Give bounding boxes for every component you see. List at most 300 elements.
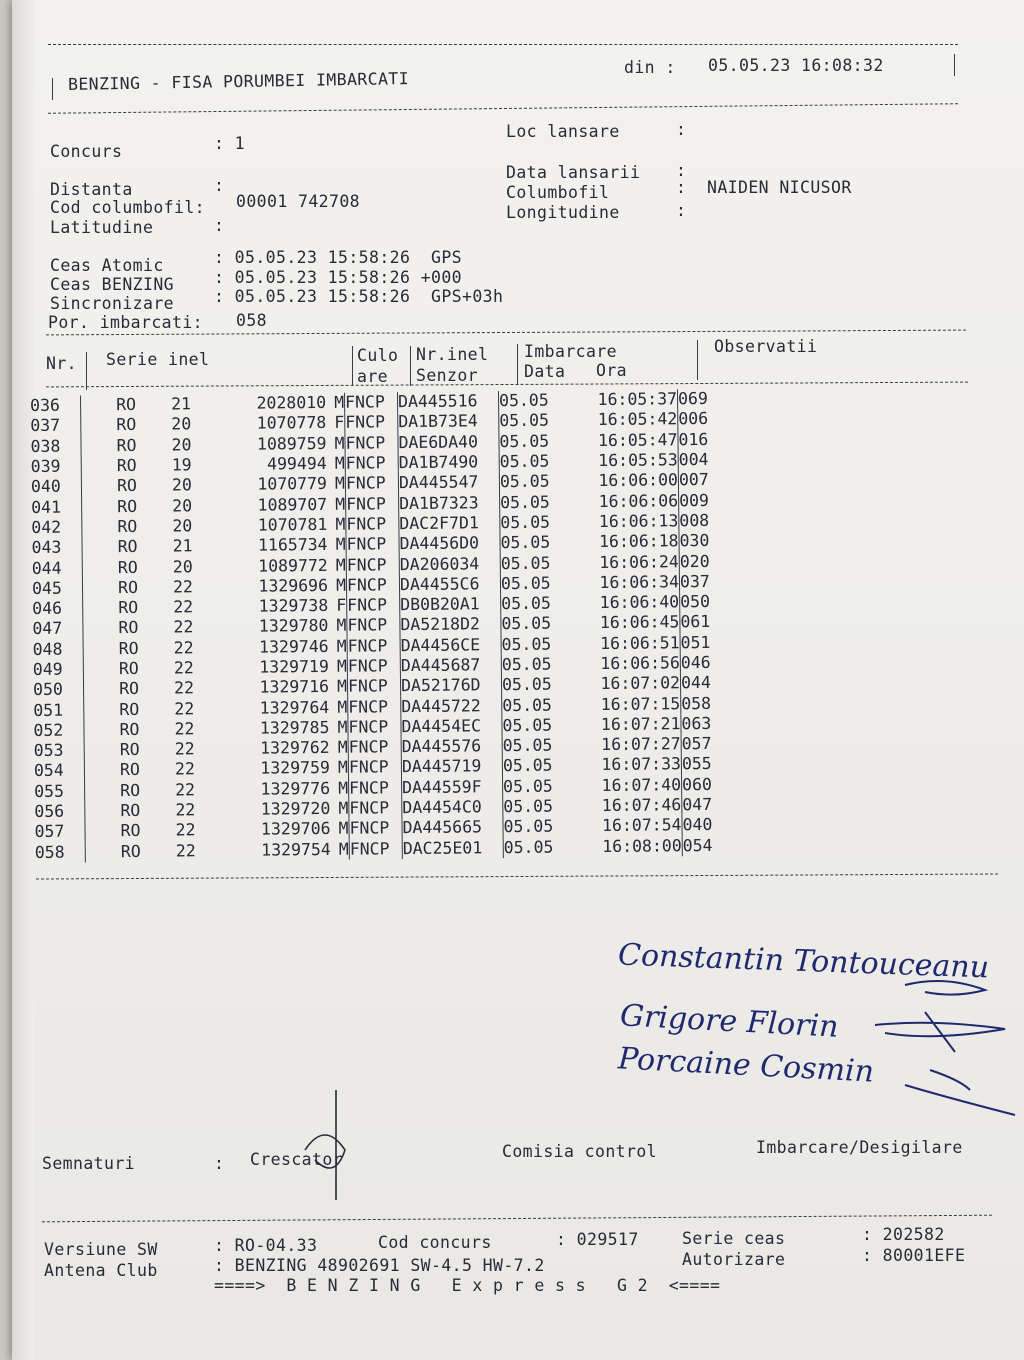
embark-date: 05.05: [501, 675, 570, 696]
header-divider: [352, 346, 353, 386]
sex: M: [336, 656, 347, 676]
cod-concurs-label: Cod concurs: [378, 1233, 492, 1252]
ring-number: 1329696: [258, 575, 329, 596]
observation: 009: [679, 490, 740, 511]
row-number: 046: [32, 598, 63, 619]
versiune-sw-label: Versiune SW: [44, 1240, 158, 1259]
observation: 037: [679, 571, 740, 592]
observation: 047: [682, 795, 743, 816]
country-code: RO: [120, 821, 141, 841]
autorizare-value: : 80001EFE: [862, 1246, 966, 1265]
ring-year: 22: [173, 658, 194, 678]
document-title: BENZING - FISA PORUMBEI IMBARCATI: [67, 69, 410, 94]
embark-date: 05.05: [500, 532, 569, 553]
observation: 054: [682, 835, 743, 856]
serie-ceas-label: Serie ceas: [682, 1229, 786, 1248]
handwritten-signature-3: Porcaine Cosmin: [617, 1041, 875, 1090]
ring-number: 1329754: [261, 839, 331, 860]
observation: 004: [678, 449, 739, 470]
sensor-id: DA5218D2: [400, 614, 501, 635]
cod-columbofil-value: 00001 742708: [236, 192, 361, 211]
ring-number: 1329764: [259, 697, 330, 718]
row-divider: [84, 740, 95, 760]
col-header-nr-inel: Nr.inel: [416, 345, 489, 364]
sex: M: [337, 717, 348, 737]
observation: 040: [682, 815, 743, 836]
ring-year: 22: [173, 638, 194, 658]
embark-time: 16:06:34: [599, 572, 680, 592]
sensor-id: DA4455C6: [399, 574, 500, 595]
country-code: RO: [120, 780, 141, 800]
embark-time: 16:05:42: [597, 409, 678, 430]
color-code: FNCP: [344, 392, 397, 413]
row-divider: [81, 436, 92, 456]
embark-date: 05.05: [499, 431, 568, 452]
ring-year: 20: [171, 414, 192, 434]
ring-year: 22: [175, 780, 196, 800]
latitudine-value: :: [214, 216, 225, 235]
ceas-benzing-value: : 05.05.23 15:58:26 +000: [214, 268, 463, 287]
sex: M: [337, 737, 348, 757]
color-code: FNCP: [348, 697, 401, 718]
embark-date: 05.05: [503, 796, 572, 817]
porumbei-imbarcati-value: 058: [236, 311, 268, 330]
country-code: RO: [118, 597, 139, 618]
ring-number: 1329762: [260, 738, 330, 758]
color-code: FNCP: [346, 514, 399, 535]
sensor-id: DA445576: [401, 736, 502, 757]
sensor-id: DA4456CE: [400, 635, 501, 656]
row-number: 051: [33, 700, 64, 720]
embark-time: 16:06:00: [598, 470, 679, 491]
color-code: FNCP: [349, 778, 402, 799]
embark-date: 05.05: [501, 634, 570, 655]
distanta-label: Distanta: [50, 180, 133, 199]
sex: F: [336, 595, 347, 615]
header-divider: [86, 352, 87, 390]
observation: 050: [680, 592, 741, 613]
ring-year: 22: [172, 577, 194, 597]
ring-number: 1165734: [257, 535, 328, 555]
row-divider: [85, 822, 96, 842]
color-code: FNCP: [346, 494, 399, 515]
color-code: FNCP: [346, 575, 399, 596]
col-header-culoare-2: are: [357, 367, 389, 386]
country-code: RO: [117, 557, 138, 577]
ring-number: 1089707: [257, 494, 328, 515]
sensor-id: DA1B7490: [398, 452, 499, 473]
col-header-imbarcare: Imbarcare: [524, 342, 618, 361]
header-divider: [410, 346, 411, 386]
observation: 006: [678, 409, 739, 430]
embark-time: 16:06:06: [598, 490, 679, 511]
country-code: RO: [119, 760, 140, 780]
semnaturi-colon: :: [214, 1154, 225, 1173]
row-number: 048: [32, 639, 63, 659]
sensor-id: DA4454EC: [401, 716, 502, 737]
ring-year: 22: [175, 820, 196, 840]
row-divider: [85, 781, 96, 801]
embark-time: 16:07:27: [601, 734, 681, 755]
sensor-id: DA445687: [400, 655, 501, 676]
ring-year: 19: [171, 455, 192, 475]
ring-number: 1329716: [259, 677, 330, 697]
col-header-observatii: Observatii: [714, 337, 818, 356]
embark-date: 05.05: [499, 451, 568, 472]
observation: 057: [681, 734, 742, 755]
semnaturi-label: Semnaturi: [42, 1154, 136, 1173]
row-number: 044: [31, 558, 62, 578]
row-number: 050: [32, 679, 63, 700]
row-number: 036: [30, 395, 61, 416]
color-code: FNCP: [347, 656, 400, 677]
observation: 046: [680, 652, 741, 673]
ring-year: 21: [171, 394, 192, 414]
row-divider: [82, 558, 93, 578]
row-number: 056: [34, 801, 65, 822]
col-header-ora: Ora: [596, 361, 628, 380]
color-code: FNCP: [348, 757, 401, 778]
row-number: 057: [34, 822, 65, 842]
embark-date: 05.05: [499, 411, 568, 432]
sex: M: [338, 778, 349, 798]
sincronizare-value: : 05.05.23 15:58:26 GPS+03h: [214, 287, 504, 306]
sex: M: [335, 575, 347, 595]
color-code: FNCP: [349, 839, 402, 860]
cod-concurs-value: : 029517: [556, 1230, 639, 1249]
observation: 030: [679, 531, 740, 552]
embark-date: 05.05: [501, 654, 570, 675]
ring-number: 1089759: [256, 433, 327, 454]
ring-number: 1089772: [258, 555, 328, 576]
header-divider: [517, 344, 518, 384]
row-divider: [82, 578, 93, 598]
embark-time: 16:06:56: [600, 653, 680, 674]
versiune-sw-value: : RO-04.33: [214, 1236, 318, 1255]
row-number: 049: [32, 659, 63, 679]
ring-number: 1070779: [257, 474, 328, 494]
columbofil-value: : NAIDEN NICUSOR: [676, 178, 852, 197]
sex: M: [335, 494, 346, 514]
country-code: RO: [120, 800, 141, 821]
embark-date: 05.05: [500, 512, 569, 533]
ring-number: 1329706: [260, 819, 331, 839]
country-code: RO: [116, 476, 137, 496]
color-code: FNCP: [348, 737, 401, 758]
embark-time: 16:06:24: [599, 551, 679, 572]
row-number: 045: [31, 578, 62, 598]
country-code: RO: [119, 719, 140, 739]
sex: M: [334, 392, 345, 412]
col-header-senzor: Senzor: [416, 366, 479, 385]
comisia-control-label: Comisia control: [502, 1142, 658, 1161]
sensor-id: DAE6DA40: [398, 432, 499, 453]
embark-time: 16:07:54: [601, 815, 682, 836]
ring-year: 22: [173, 597, 194, 617]
sensor-id: DA1B7323: [399, 493, 500, 514]
embark-time: 16:06:51: [600, 632, 680, 653]
embark-date: 05.05: [502, 695, 571, 716]
embark-time: 16:06:45: [599, 612, 680, 633]
sensor-id: DA44559F: [402, 777, 503, 798]
embark-time: 16:07:40: [601, 774, 682, 795]
observation: 061: [680, 612, 741, 633]
ring-year: 20: [171, 475, 192, 495]
embark-date: 05.05: [502, 735, 571, 756]
observation: 016: [678, 429, 739, 450]
ring-number: 2028010: [256, 393, 327, 413]
country-code: RO: [120, 841, 141, 861]
sensor-id: DA445516: [397, 391, 498, 412]
row-divider: [81, 456, 92, 476]
embark-time: 16:05:47: [597, 429, 678, 450]
embark-time: 16:08:00: [602, 835, 682, 856]
embark-date: 05.05: [502, 756, 571, 777]
sex: M: [336, 636, 347, 656]
sex: M: [337, 676, 348, 697]
ring-number: 499494: [267, 453, 327, 474]
sex: M: [335, 555, 346, 575]
sensor-id: DA4454C0: [402, 797, 503, 818]
embark-time: 16:07:33: [601, 754, 681, 775]
handwritten-signature-2: Grigore Florin: [619, 998, 840, 1045]
imbarcare-desigilare-label: Imbarcare/Desigilare: [756, 1138, 963, 1157]
color-code: FNCP: [347, 636, 400, 657]
ring-year: 22: [174, 719, 195, 739]
ring-number: 1329720: [260, 798, 331, 819]
sensor-id: DB0B20A1: [400, 594, 501, 615]
row-divider: [84, 700, 95, 720]
ceas-atomic-label: Ceas Atomic: [50, 256, 164, 275]
country-code: RO: [117, 537, 138, 557]
print-date: 05.05.23 16:08:32: [708, 56, 884, 75]
observation: 007: [678, 470, 739, 491]
color-code: FNCP: [349, 798, 402, 819]
row-number: 039: [30, 456, 61, 477]
col-header-serie-inel: Serie inel: [106, 350, 210, 369]
color-code: FNCP: [348, 717, 401, 738]
country-code: RO: [117, 496, 138, 516]
row-divider: [83, 680, 94, 700]
sex: M: [335, 514, 346, 534]
row-divider: [85, 842, 96, 862]
color-code: FNCP: [345, 433, 398, 454]
sex: M: [334, 474, 346, 494]
ring-year: 22: [174, 698, 195, 719]
ring-year: 20: [172, 516, 193, 536]
embark-time: 16:07:15: [600, 693, 681, 714]
ring-year: 20: [172, 495, 193, 516]
ring-number: 1070781: [257, 514, 328, 535]
ring-number: 1329719: [259, 656, 329, 677]
row-number: 058: [34, 842, 65, 862]
embark-time: 16:05:37: [597, 389, 678, 410]
antena-club-label: Antena Club: [44, 1261, 158, 1280]
col-header-nr: Nr.: [46, 354, 78, 373]
row-divider: [80, 395, 91, 415]
header-left-bar: [52, 78, 53, 100]
embark-date: 05.05: [503, 817, 572, 838]
row-divider: [82, 517, 93, 537]
row-number: 043: [31, 537, 62, 558]
country-code: RO: [118, 638, 139, 658]
observation: 069: [677, 389, 738, 410]
benzing-express-banner: ====> B E N Z I N G E x p r e s s G 2 <====: [214, 1276, 721, 1295]
ring-year: 22: [175, 800, 196, 820]
country-code: RO: [117, 516, 138, 537]
embark-time: 16:06:18: [598, 531, 679, 552]
row-number: 053: [33, 740, 64, 761]
row-number: 052: [33, 720, 64, 740]
row-divider: [83, 598, 94, 618]
autorizare-label: Autorizare: [682, 1250, 786, 1269]
country-code: RO: [116, 415, 137, 435]
ceas-atomic-value: : 05.05.23 15:58:26 GPS: [214, 248, 463, 267]
observation: 020: [679, 551, 740, 572]
porumbei-imbarcati-label: Por. imbarcati:: [48, 313, 204, 332]
country-code: RO: [118, 618, 139, 638]
col-header-culoare: Culo: [357, 346, 399, 365]
ring-year: 22: [174, 678, 195, 698]
observation: 044: [680, 673, 741, 694]
country-code: RO: [119, 699, 140, 719]
cod-columbofil-label: Cod columbofil:: [50, 198, 206, 217]
sex: M: [338, 798, 349, 818]
loc-lansare-value: :: [676, 120, 687, 139]
sex: M: [335, 534, 346, 555]
row-divider: [81, 477, 92, 497]
ring-year: 22: [174, 739, 195, 759]
country-code: RO: [116, 455, 137, 476]
observation: 008: [679, 510, 740, 531]
ring-number: 1329746: [258, 636, 329, 657]
ring-year: 22: [174, 759, 195, 779]
embark-time: 16:07:21: [600, 714, 681, 734]
row-divider: [82, 537, 93, 557]
row-number: 054: [33, 761, 64, 781]
embark-time: 16:06:40: [599, 592, 680, 613]
embark-date: 05.05: [503, 776, 572, 797]
data-lansarii-value: :: [676, 161, 687, 180]
row-divider: [83, 619, 94, 639]
sensor-id: DA445719: [401, 756, 502, 777]
ring-number: 1329785: [259, 717, 330, 738]
sensor-id: DAC2F7D1: [399, 513, 500, 534]
color-code: FNCP: [347, 595, 400, 616]
ring-number: 1329738: [258, 595, 329, 616]
country-code: RO: [118, 658, 139, 679]
color-code: FNCP: [345, 453, 398, 474]
sensor-id: DA4456D0: [399, 533, 500, 554]
sex: M: [334, 453, 345, 473]
sensor-id: DA1B73E4: [398, 411, 499, 432]
sensor-id: DA445665: [402, 817, 503, 838]
date-label: din :: [624, 58, 676, 77]
ring-year: 20: [172, 556, 193, 577]
row-number: 041: [31, 497, 62, 517]
sex: M: [337, 697, 348, 717]
concurs-label: Concurs: [50, 142, 123, 161]
serie-ceas-value: : 202582: [862, 1225, 945, 1244]
col-header-data: Data: [524, 362, 566, 381]
ring-year: 22: [175, 840, 196, 861]
observation: 051: [680, 632, 741, 653]
sex: F: [334, 413, 345, 433]
paper-fold: [12, 0, 34, 1360]
embark-date: 05.05: [500, 492, 569, 513]
row-divider: [82, 497, 93, 517]
sex: M: [338, 819, 349, 839]
embark-date: 05.05: [502, 715, 571, 736]
color-code: FNCP: [346, 534, 399, 555]
ring-year: 20: [171, 435, 192, 455]
columbofil-label: Columbofil: [506, 183, 610, 202]
color-code: FNCP: [349, 818, 402, 839]
ring-year: 21: [172, 536, 193, 556]
data-lansarii-label: Data lansarii: [506, 163, 641, 182]
country-code: RO: [119, 679, 140, 699]
observation: 055: [681, 754, 742, 775]
color-code: FNCP: [345, 412, 398, 433]
sensor-id: DAC25E01: [402, 838, 503, 859]
header-right-bar: [954, 54, 955, 76]
ring-number: 1329759: [260, 758, 331, 779]
embark-time: 16:05:53: [598, 450, 678, 471]
concurs-value: : 1: [214, 134, 246, 153]
row-number: 042: [31, 517, 62, 537]
embark-date: 05.05: [501, 614, 570, 635]
row-number: 047: [32, 619, 63, 639]
embark-date: 05.05: [500, 553, 569, 574]
ring-number: 1070778: [256, 413, 327, 434]
observation: 060: [682, 774, 743, 795]
handwritten-signature-1: Constantin Tontouceanu: [617, 937, 990, 986]
country-code: RO: [116, 435, 137, 455]
observation: 063: [681, 713, 742, 734]
country-code: RO: [119, 740, 140, 760]
row-number: 037: [30, 416, 61, 436]
row-divider: [84, 761, 95, 781]
country-code: RO: [116, 395, 137, 415]
distanta-value: :: [214, 176, 225, 195]
crescator-label: Crescator: [250, 1150, 344, 1169]
loc-lansare-label: Loc lansare: [506, 122, 620, 141]
embark-date: 05.05: [499, 472, 568, 493]
antena-club-value: : BENZING 48902691 SW-4.5 HW-7.2: [214, 1256, 545, 1275]
sex: M: [334, 433, 345, 453]
row-number: 038: [30, 436, 61, 456]
ring-year: 22: [173, 617, 194, 637]
header-top-rule: [48, 44, 958, 45]
sincronizare-label: Sincronizare: [50, 294, 175, 313]
sensor-id: DA206034: [399, 553, 500, 574]
ceas-benzing-label: Ceas BENZING: [50, 275, 175, 294]
color-code: FNCP: [345, 473, 398, 494]
embark-date: 05.05: [500, 573, 569, 594]
header-divider: [697, 340, 698, 380]
longitudine-label: Longitudine: [506, 203, 620, 222]
sensor-id: DA445547: [398, 472, 499, 493]
row-divider: [83, 659, 94, 679]
longitudine-value: :: [676, 201, 687, 220]
row-divider: [81, 416, 92, 436]
row-number: 040: [30, 477, 61, 497]
color-code: FNCP: [347, 676, 400, 697]
sensor-id: DA52176D: [400, 675, 501, 696]
ring-number: 1329776: [260, 778, 331, 799]
embark-date: 05.05: [501, 593, 570, 614]
embark-date: 05.05: [498, 390, 567, 411]
